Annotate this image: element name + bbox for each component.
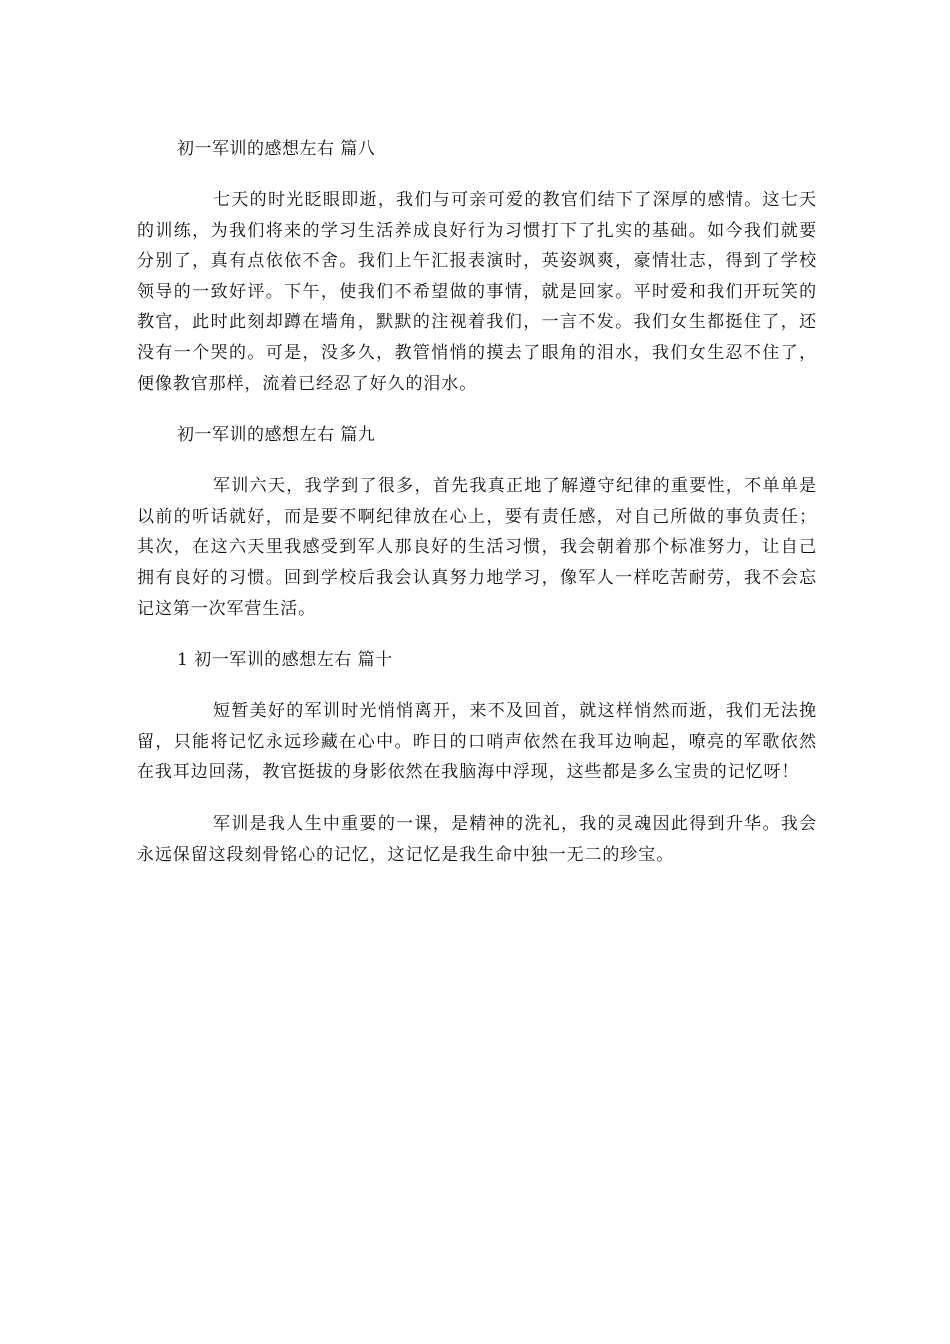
- document-body: [137, 134, 817, 891]
- section-10: [137, 645, 817, 870]
- section-heading: 初一军训的感想左右 篇九: [177, 425, 376, 446]
- paragraph: 军训六天，我学到了很多，首先我真正地了解遵守纪律的重要性，不单单是以前的听话就好，而是要不啊纪律放在心上，要有责任感，对自己所做的事负责任；其次，在这六天里我感受到军人那良好的生活习惯，我会朝着那个标准努力，让自己拥有良好的习惯。回到学校后我会认真努力地学习，像军人一样吃苦耐劳，我不会忘记这第一次军营生活。: [137, 476, 817, 619]
- paragraph: 短暂美好的军训时光悄悄离开，来不及回首，就这样悄然而逝，我们无法挽留，只能将记忆永远珍藏在心中。昨日的口哨声依然在我耳边响起，嘹亮的军歌依然在我耳边回荡，教官挺拔的身影依然在我脑海中浮现，这些都是多么宝贵的记忆呀！: [137, 701, 817, 783]
- paragraph: 军训是我人生中重要的一课，是精神的洗礼，我的灵魂因此得到升华。我会永远保留这段刻骨铭心的记忆，这记忆是我生命中独一无二的珍宝。: [137, 813, 817, 865]
- section-heading: 初一军训的感想左右 篇八: [177, 139, 376, 159]
- section-heading: 1 初一军训的感想左右 篇十: [177, 650, 393, 671]
- section-9: [137, 420, 817, 624]
- section-8: [137, 134, 817, 399]
- paragraph: 七天的时光眨眼即逝，我们与可亲可爱的教官们结下了深厚的感情。这七天的训练，为我们将来的学习生活养成良好行为习惯打下了扎实的基础。如今我们就要分别了，真有点依依不舍。我们上午汇报表演时，英姿飒爽，豪情壮志，得到了学校领导的一致好评。下午，使我们不希望做的事情，就是回家。平时爱和我们开玩笑的教官，此时此刻却蹲在墙角，默默的注视着我们，一言不发。我们女生都挺住了，还没有一个哭的。可是，没多久，教管悄悄的摸去了眼角的泪水，我们女生忍不住了，便像教官那样，流着已经忍了好久的泪水。: [137, 190, 817, 394]
